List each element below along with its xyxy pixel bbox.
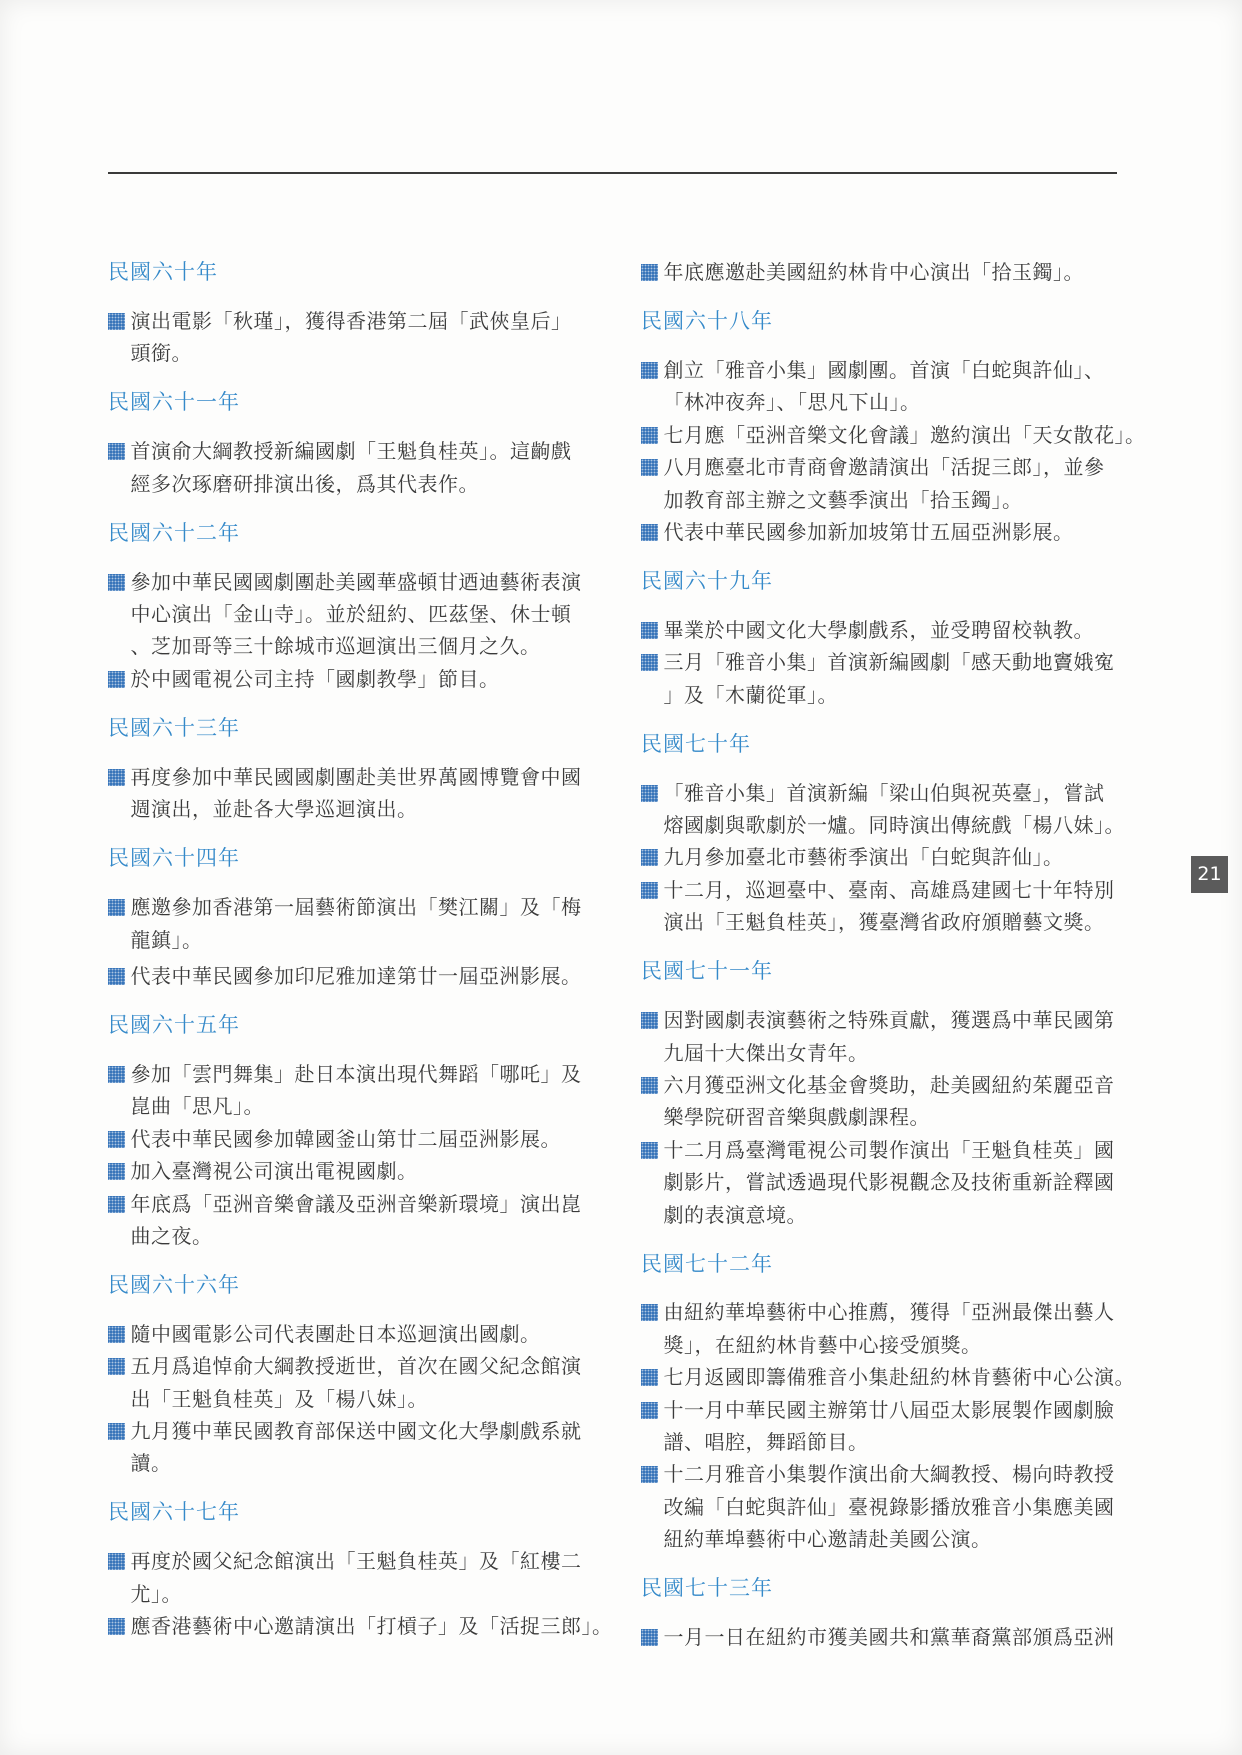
entry-line: 譜、唱腔，舞蹈節目。: [663, 1430, 869, 1455]
entry-line: 年底爲「亞洲音樂會議及亞洲音樂新環境」演出崑: [130, 1191, 582, 1216]
timeline-entry: [641, 1361, 1181, 1393]
year-section: [108, 1496, 633, 1642]
timeline-entry: [641, 256, 1181, 288]
square-bullet-icon: [108, 313, 125, 330]
year-section: [108, 517, 633, 696]
year-heading: 民國六十九年: [641, 568, 773, 593]
entry-line: 熔國劇與歌劇於一爐。同時演出傳統戲「楊八妹」。: [663, 813, 1125, 838]
square-bullet-icon: [641, 654, 658, 671]
timeline-entry: [641, 1458, 1181, 1555]
year-section: [108, 386, 633, 500]
square-bullet-icon: [641, 1369, 658, 1386]
year-section: [108, 712, 633, 826]
timeline-entry: [108, 960, 633, 992]
square-bullet-icon: [641, 785, 658, 802]
square-bullet-icon: [108, 769, 125, 786]
year-section: [108, 1009, 633, 1252]
square-bullet-icon: [641, 1629, 658, 1646]
timeline-entry: [641, 1296, 1181, 1361]
entry-line: 五月爲追悼俞大綱教授逝世，首次在國父紀念館演: [130, 1354, 582, 1379]
timeline-entry: [108, 305, 633, 370]
entry-line: 、芝加哥等三十餘城市巡迴演出三個月之久。: [130, 634, 541, 659]
page-number: 21: [1191, 856, 1228, 893]
timeline-entry: [108, 1058, 633, 1123]
year-section: [641, 565, 1181, 711]
entry-line: 八月應臺北市青商會邀請演出「活捉三郎」，並參: [663, 455, 1105, 480]
year-heading: 民國七十年: [641, 731, 751, 756]
timeline-entry: [641, 646, 1181, 711]
square-bullet-icon: [108, 1326, 125, 1343]
square-bullet-icon: [641, 459, 658, 476]
year-heading: 民國七十三年: [641, 1576, 773, 1601]
year-section: [641, 1248, 1181, 1556]
entry-line: 代表中華民國參加韓國釜山第廿二屆亞洲影展。: [130, 1126, 561, 1151]
entry-line: 獎」，在紐約林肯藝中心接受頒獎。: [663, 1332, 982, 1357]
square-bullet-icon: [108, 443, 125, 460]
year-section: [108, 1269, 633, 1480]
left-column: [108, 256, 633, 1643]
year-section: [641, 728, 1181, 939]
timeline-entry: [108, 1123, 633, 1155]
year-heading: 民國六十七年: [108, 1500, 240, 1525]
entry-line: 隨中國電影公司代表團赴日本巡迴演出國劇。: [130, 1321, 541, 1346]
entry-line: 劇的表演意境。: [663, 1202, 807, 1227]
entry-line: 十二月，巡迴臺中、臺南、高雄爲建國七十年特別: [663, 877, 1115, 902]
square-bullet-icon: [108, 1553, 125, 1570]
square-bullet-icon: [641, 1304, 658, 1321]
square-bullet-icon: [641, 1077, 658, 1094]
entry-line: 紐約華埠藝術中心邀請赴美國公演。: [663, 1527, 992, 1552]
timeline-entry: [641, 874, 1181, 939]
square-bullet-icon: [108, 968, 125, 985]
timeline-entry: [108, 1318, 633, 1350]
top-rule: [108, 172, 1117, 174]
right-column: [641, 256, 1181, 1654]
year-heading: 民國六十五年: [108, 1012, 240, 1037]
entry-line: 出「王魁負桂英」及「楊八妹」。: [130, 1386, 428, 1411]
entry-line: 龍鎮」。: [130, 927, 203, 952]
entry-line: 創立「雅音小集」國劇團。首演「白蛇與許仙」、: [663, 357, 1105, 382]
square-bullet-icon: [641, 882, 658, 899]
entry-line: 崑曲「思凡」。: [130, 1094, 264, 1119]
timeline-entry: [641, 1069, 1181, 1134]
timeline-entry: [641, 451, 1181, 516]
square-bullet-icon: [641, 362, 658, 379]
year-heading: 民國七十一年: [641, 959, 773, 984]
entry-line: 參加中華民國國劇團赴美國華盛頓甘迺迪藝術表演: [130, 569, 582, 594]
timeline-entry: [108, 1545, 633, 1610]
entry-line: 代表中華民國參加新加坡第廿五屆亞洲影展。: [663, 519, 1074, 544]
entry-line: 中心演出「金山寺」。並於紐約、匹茲堡、休士頓: [130, 602, 572, 627]
entry-line: 尤」。: [130, 1581, 182, 1606]
timeline-entry: [108, 1610, 633, 1642]
square-bullet-icon: [641, 1012, 658, 1029]
square-bullet-icon: [641, 524, 658, 541]
square-bullet-icon: [641, 1402, 658, 1419]
entry-line: 劇影片，嘗試透過現代影視觀念及技術重新詮釋國: [663, 1170, 1115, 1195]
entry-line: 畢業於中國文化大學劇戲系，並受聘留校執教。: [663, 617, 1094, 642]
entry-line: 週演出，並赴各大學巡迴演出。: [130, 797, 418, 822]
entry-line: 九屆十大傑出女青年。: [663, 1040, 869, 1065]
entry-line: 因對國劇表演藝術之特殊貢獻，獲選爲中華民國第: [663, 1008, 1115, 1033]
entry-line: 十二月爲臺灣電視公司製作演出「王魁負桂英」國: [663, 1137, 1115, 1162]
timeline-entry: [108, 663, 633, 695]
entry-line: 九月參加臺北市藝術季演出「白蛇與許仙」。: [663, 845, 1064, 870]
entry-line: 樂學院研習音樂與戲劇課程。: [663, 1105, 930, 1130]
square-bullet-icon: [108, 1196, 125, 1213]
year-heading: 民國六十一年: [108, 390, 240, 415]
square-bullet-icon: [108, 899, 125, 916]
entry-line: 六月獲亞洲文化基金會獎助，赴美國紐約茱麗亞音: [663, 1072, 1115, 1097]
square-bullet-icon: [108, 1618, 125, 1635]
square-bullet-icon: [108, 1066, 125, 1083]
entry-line: 年底應邀赴美國紐約林肯中心演出「拾玉鐲」。: [663, 260, 1084, 284]
timeline-entry: [641, 1621, 1181, 1653]
year-heading: 民國六十年: [108, 260, 218, 284]
year-heading: 民國六十八年: [641, 308, 773, 333]
timeline-entry: [108, 1350, 633, 1415]
entry-line: 應香港藝術中心邀請演出「打槓子」及「活捉三郎」。: [130, 1614, 613, 1639]
entry-line: 改編「白蛇與許仙」臺視錄影播放雅音小集應美國: [663, 1494, 1115, 1519]
entry-line: 代表中華民國參加印尼雅加達第廿一屆亞洲影展。: [130, 963, 582, 988]
year-heading: 民國六十二年: [108, 520, 240, 545]
year-heading: 民國七十二年: [641, 1251, 773, 1276]
timeline-entry: [108, 1155, 633, 1187]
entry-line: 再度於國父紀念館演出「王魁負桂英」及「紅樓二: [130, 1549, 582, 1574]
entry-line: 讀。: [130, 1451, 172, 1476]
year-heading: 民國六十四年: [108, 846, 240, 871]
entry-line: 參加「雲門舞集」赴日本演出現代舞蹈「哪吒」及: [130, 1061, 582, 1086]
timeline-entry: [641, 614, 1181, 646]
entry-line: 十一月中華民國主辦第廿八屆亞太影展製作國劇臉: [663, 1397, 1115, 1422]
square-bullet-icon: [108, 671, 125, 688]
entry-line: 首演俞大綱教授新編國劇「王魁負桂英」。這齣戲: [130, 439, 572, 464]
entry-line: 一月一日在紐約市獲美國共和黨華裔黨部頒爲亞洲: [663, 1625, 1115, 1650]
entry-line: 三月「雅音小集」首演新編國劇「感天動地竇娥寃: [663, 650, 1115, 675]
timeline-entry: [641, 354, 1181, 419]
entry-line: 「雅音小集」首演新編「梁山伯與祝英臺」，嘗試: [663, 780, 1105, 805]
timeline-entry: [641, 841, 1181, 873]
year-section: [108, 256, 633, 370]
year-section: [641, 955, 1181, 1231]
entry-line: 七月應「亞洲音樂文化會議」邀約演出「天女散花」。: [663, 422, 1146, 447]
square-bullet-icon: [108, 1131, 125, 1148]
entry-line: 」及「木蘭從軍」。: [663, 682, 838, 707]
entry-line: 演出電影「秋瑾」，獲得香港第二屆「武俠皇后」: [130, 308, 572, 333]
entry-line: 由紐約華埠藝術中心推薦，獲得「亞洲最傑出藝人: [663, 1300, 1115, 1325]
entry-line: 曲之夜。: [130, 1223, 213, 1248]
square-bullet-icon: [108, 1358, 125, 1375]
year-heading: 民國六十六年: [108, 1272, 240, 1297]
timeline-entry: [108, 566, 633, 663]
timeline-entry: [641, 1004, 1181, 1069]
entry-line: 十二月雅音小集製作演出俞大綱教授、楊向時教授: [663, 1462, 1115, 1487]
timeline-entry: [641, 1134, 1181, 1231]
square-bullet-icon: [108, 574, 125, 591]
timeline-entry: [108, 891, 633, 956]
entry-line: 再度參加中華民國國劇團赴美世界萬國博覽會中國: [130, 764, 582, 789]
square-bullet-icon: [108, 1163, 125, 1180]
timeline-entry: [641, 1394, 1181, 1459]
square-bullet-icon: [108, 1423, 125, 1440]
square-bullet-icon: [641, 264, 658, 281]
year-heading: 民國六十三年: [108, 715, 240, 740]
entry-line: 應邀參加香港第一屆藝術節演出「樊江關」及「梅: [130, 895, 582, 920]
year-section: [641, 1572, 1181, 1653]
timeline-entry: [108, 435, 633, 500]
year-section: [108, 842, 633, 992]
timeline-entry: [108, 761, 633, 826]
entry-line: 加教育部主辦之文藝季演出「拾玉鐲」。: [663, 487, 1023, 512]
square-bullet-icon: [641, 1466, 658, 1483]
timeline-entry: [108, 1415, 633, 1480]
square-bullet-icon: [641, 622, 658, 639]
entry-line: 加入臺灣視公司演出電視國劇。: [130, 1159, 418, 1184]
timeline-entry: [641, 516, 1181, 548]
entry-line: 九月獲中華民國教育部保送中國文化大學劇戲系就: [130, 1419, 582, 1444]
entry-line: 經多次琢磨研排演出後，爲其代表作。: [130, 471, 479, 496]
square-bullet-icon: [641, 849, 658, 866]
timeline-entry: [641, 777, 1181, 842]
square-bullet-icon: [641, 427, 658, 444]
square-bullet-icon: [641, 1142, 658, 1159]
entry-line: 「林冲夜奔」、「思凡下山」。: [663, 390, 921, 415]
entry-line: 演出「王魁負桂英」，獲臺灣省政府頒贈藝文獎。: [663, 910, 1105, 935]
year-section: [641, 305, 1181, 548]
entry-line: 頭銜。: [130, 341, 192, 366]
timeline-entry: [641, 419, 1181, 451]
timeline-entry: [108, 1188, 633, 1253]
entry-line: 七月返國即籌備雅音小集赴紐約林肯藝術中心公演。: [663, 1365, 1135, 1390]
entry-line: 於中國電視公司主持「國劇教學」節目。: [130, 666, 500, 691]
